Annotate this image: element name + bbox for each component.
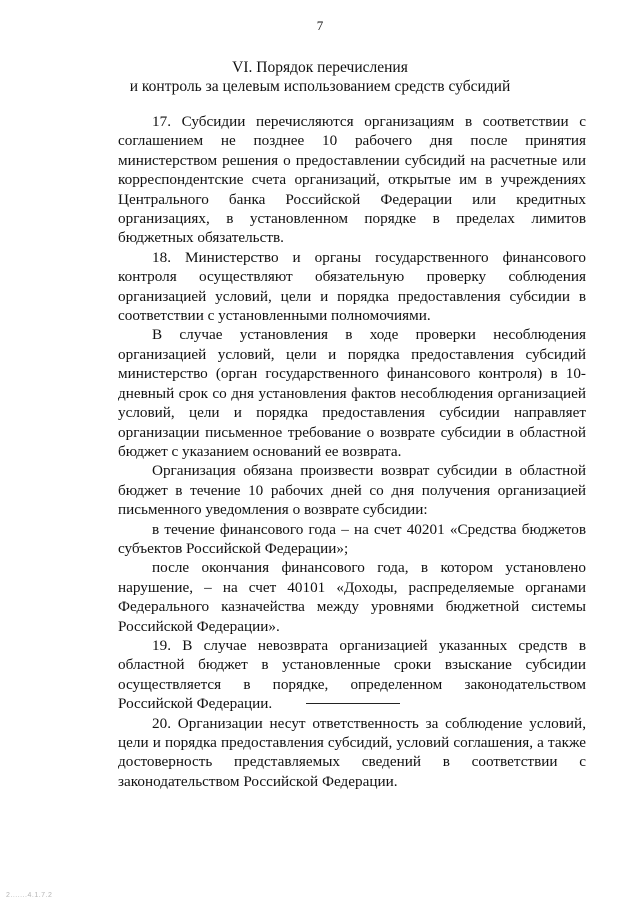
section-title-line-2: и контроль за целевым использованием средств субсидий: [129, 78, 511, 95]
paragraph-current-year-account: в течение финансового года – на счет 40201 «Средства бюджетов субъектов Российской Федерации»;: [118, 520, 586, 557]
paragraph-after-year-account: после окончания финансового года, в котором установлено нарушение, – на счет 40101 «Доходы, распределяемые органами Федерального казначейства между уровнями бюджетной системы Российской Федерации».: [118, 559, 586, 635]
section-title-line-1: VI. Порядок перечисления: [232, 59, 408, 76]
footer-mark: 2.......4.1.7.2: [6, 892, 53, 899]
paragraph-noncompliance: В случае установления в ходе проверки несоблюдения организацией условий, цели и порядка предоставления субсидий министерство (орган государственного финансового контроля) в 10-дневный срок со дня установления фактов несоблюдения организацией условий, цели и порядка предоставления субсидии направляет организации письменное требование о возврате субсидии в областной бюджет с указанием оснований ее возврата.: [118, 326, 586, 460]
paragraph-19: 19. В случае невозврата организацией указанных средств в областной бюджет в установленные сроки взыскание субсидии осуществляется в порядке, определенном законодательством Российской Федерации.: [118, 636, 586, 713]
document-body: [118, 112, 586, 791]
page-number: 7: [316, 18, 324, 33]
paragraph-17: 17. Субсидии перечисляются организациям в соответствии с соглашением не позднее 10 рабочего дня после принятия министерством решения о предоставлении субсидий на расчетные или корреспондентские счета организаций, открытые им в учреждениях Центрального банка Российской Федерации или кредитных организациях, в установленном порядке в пределах лимитов бюджетных обязательств.: [118, 113, 586, 247]
paragraph-refund-obligation: Организация обязана произвести возврат субсидии в областной бюджет в течение 10 рабочих дней со дня получения организацией письменного уведомления о возврате субсидии:: [118, 462, 586, 519]
end-divider: [306, 703, 400, 704]
paragraph-18: 18. Министерство и органы государственного финансового контроля осуществляют обязательную проверку соблюдения организацией условий, цели и порядка предоставления субсидии в соответствии с установленными полномочиями.: [118, 248, 586, 325]
section-title: [120, 58, 520, 96]
paragraph-20: 20. Организации несут ответственность за соблюдение условий, цели и порядка предоставления субсидий, условий соглашения, а также достоверность представляемых сведений в соответствии с законодательством Российской Федерации.: [118, 714, 586, 790]
